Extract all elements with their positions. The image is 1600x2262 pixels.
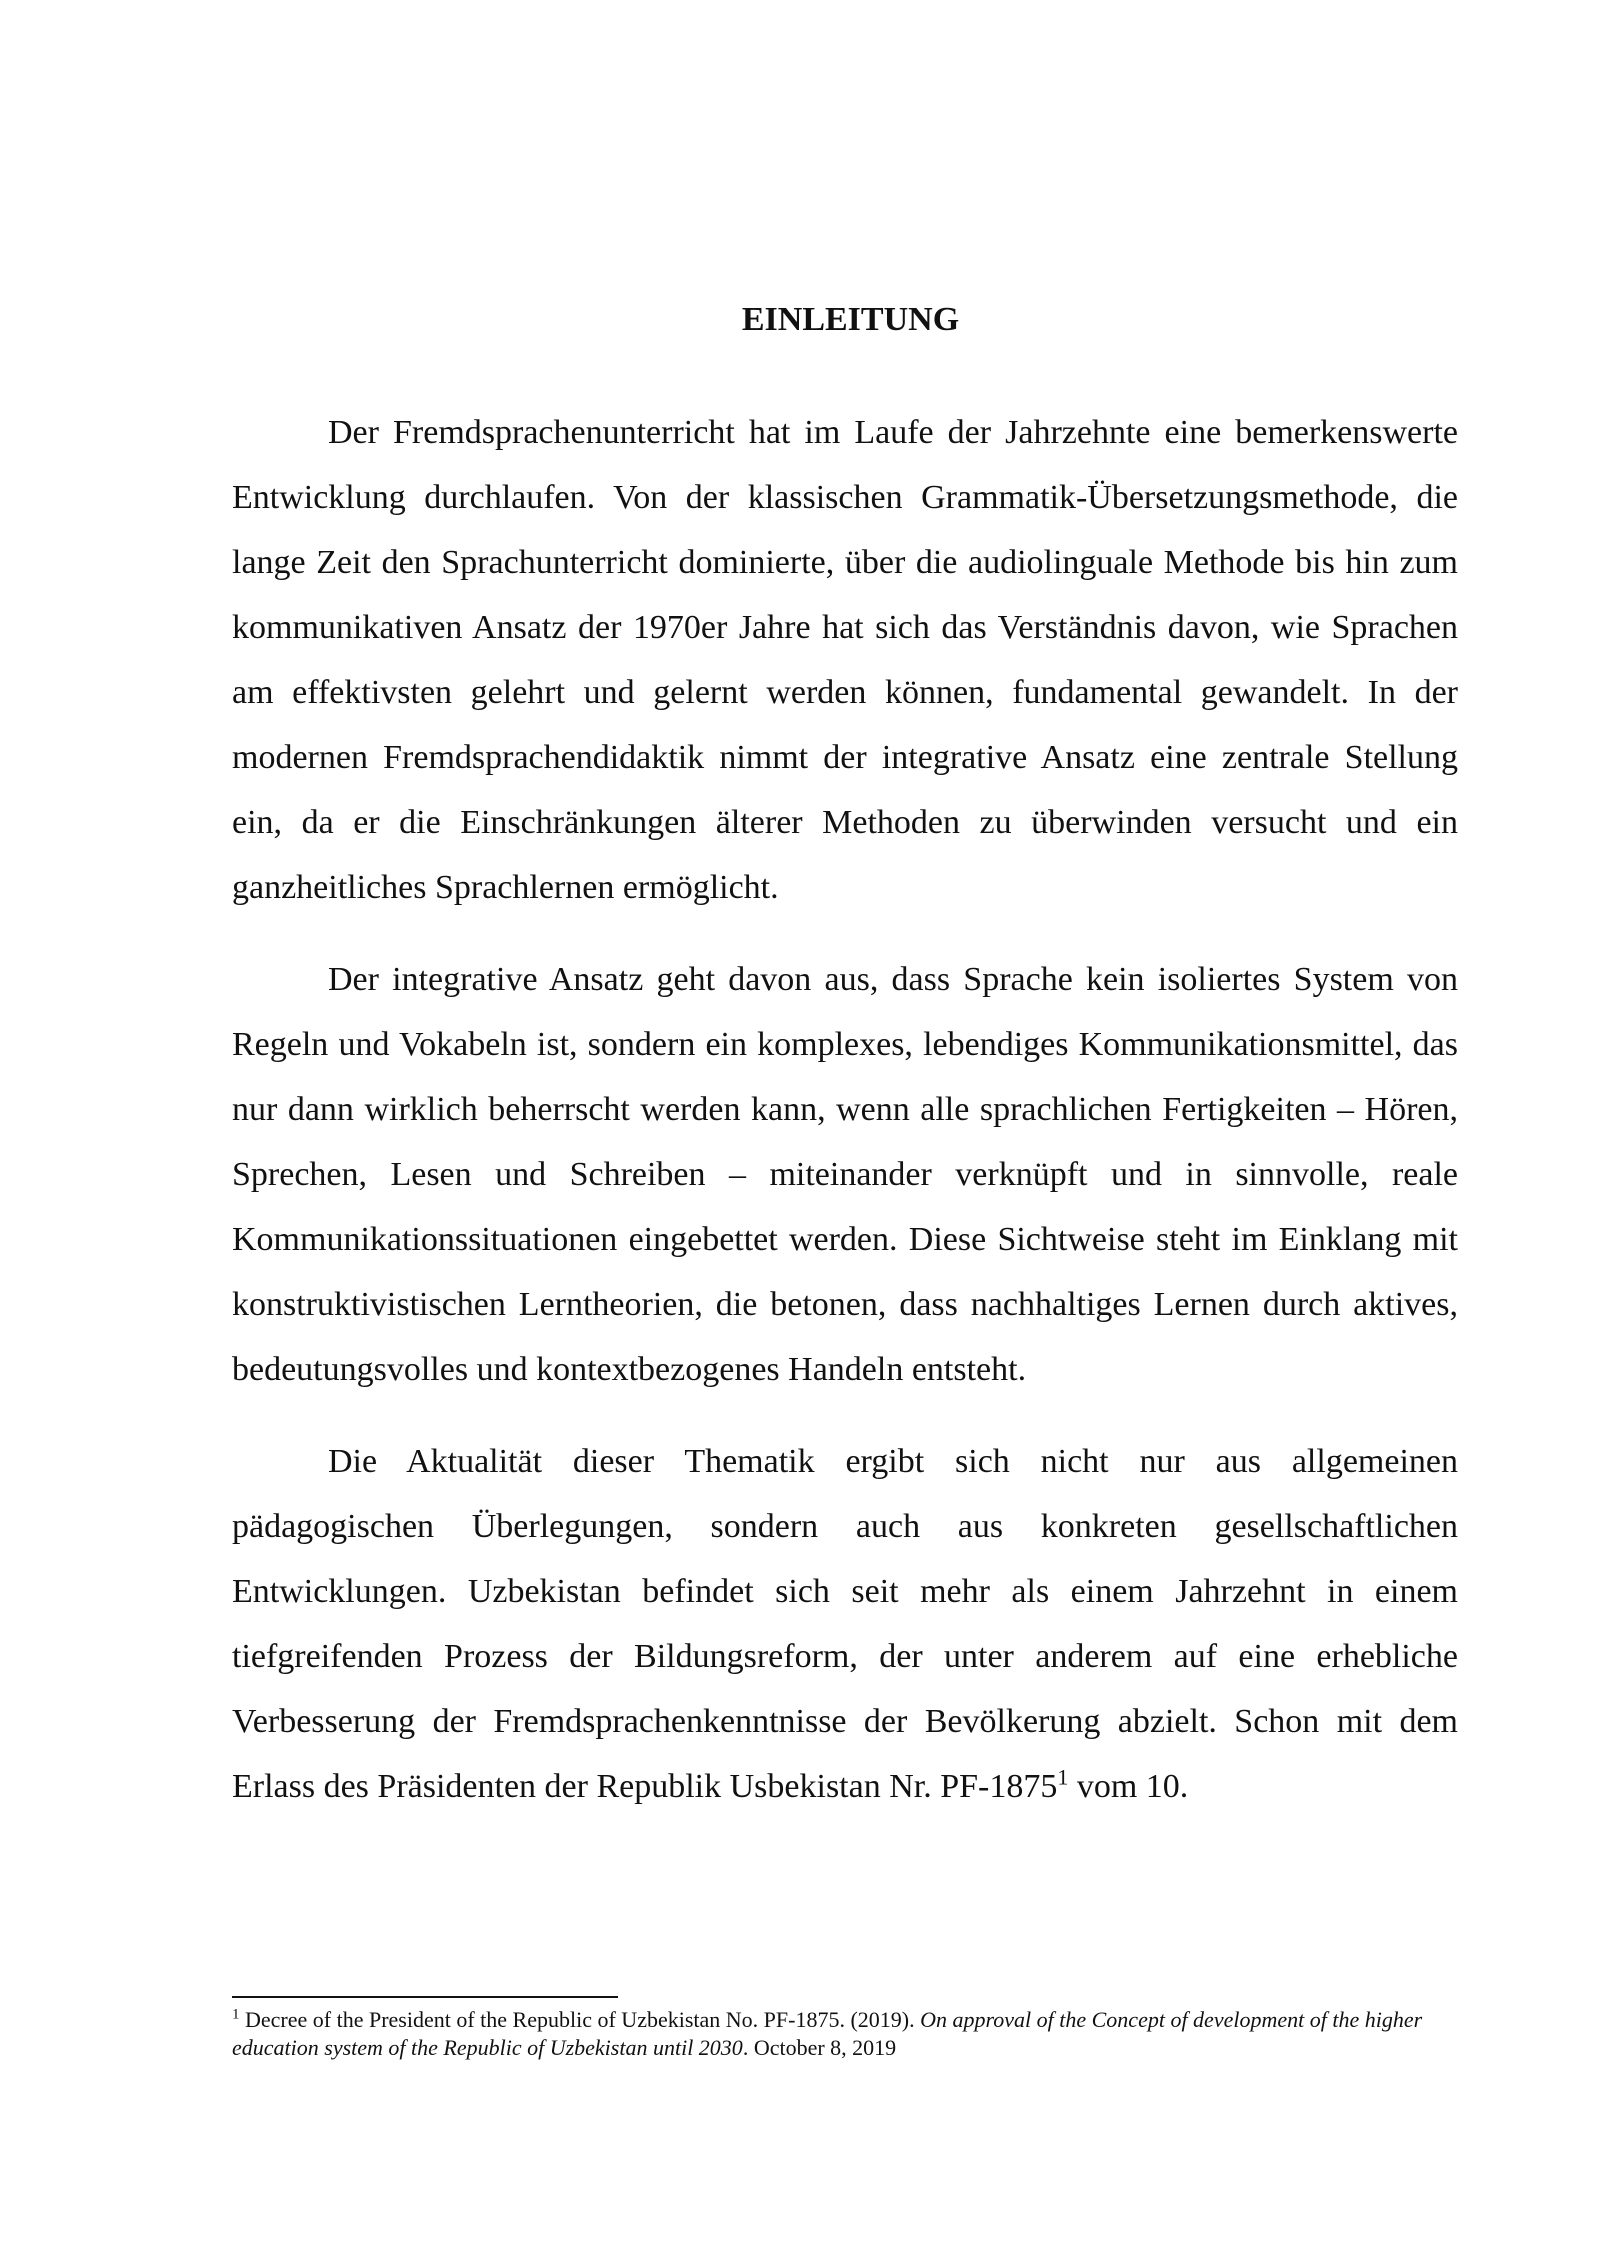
paragraph-2: Der integrative Ansatz geht davon aus, dass Sprache kein isoliertes System von Regeln und Vokabeln ist, sondern ein komplexes, lebendiges Kommunikationsmittel, das nur dann wirklich beherrscht werden kann, wenn alle sprachlichen Fertigkeiten – Hören, Sprechen, Lesen und Schreiben – miteinander verknüpft und in sinnvolle, reale Kommunikationssituationen eingebettet werden. Diese Sichtweise steht im Einklang mit konstruktivistischen Lerntheorien, die betonen, dass nachhaltiges Lernen durch aktives, bedeutungsvolles und kontextbezogenes Handeln entsteht.	[232, 961, 1458, 1388]
footnote-date: . October 8, 2019	[742, 2035, 897, 2060]
page-title: EINLEITUNG	[741, 301, 960, 338]
document-body	[232, 400, 1458, 1819]
footnote	[232, 2006, 1458, 2062]
footnote-reference[interactable]: 1	[1057, 1764, 1069, 1790]
paragraph-3-continuation: vom 10.	[1068, 1768, 1189, 1805]
footnote-marker: 1	[232, 2006, 240, 2023]
paragraph-1: Der Fremdsprachenunterricht hat im Laufe der Jahrzehnte eine bemerkenswerte Entwicklung durchlaufen. Von der klassischen Grammatik-Übersetzungsmethode, die lange Zeit den Sprachunterricht dominierte, über die audiolinguale Methode bis hin zum kommunikativen Ansatz der 1970er Jahre hat sich das Verständnis davon, wie Sprachen am effektivsten gelehrt und gelernt werden können, fundamental gewandelt. In der modernen Fremdsprachendidaktik nimmt der integrative Ansatz eine zentrale Stellung ein, da er die Einschränkungen älterer Methoden zu überwinden versucht und ein ganzheitliches Sprachlernen ermöglicht.	[232, 414, 1458, 906]
footnote-title: On approval of the Concept of development of the higher education system of the Republic of Uzbekistan until 2030	[232, 2007, 1423, 2060]
paragraph-3-text: Die Aktualität dieser Thematik ergibt sich nicht nur aus allgemeinen pädagogischen Überlegungen, sondern auch aus konkreten gesellschaftlichen Entwicklungen. Uzbekistan befindet sich seit mehr als einem Jahrzehnt in einem tiefgreifenden Prozess der Bildungsreform, der unter anderem auf eine erhebliche Verbesserung der Fremdsprachenkenntnisse der Bevölkerung abzielt. Schon mit dem Erlass des Präsidenten der Republik Usbekistan Nr. PF-1875	[232, 1443, 1458, 1805]
paragraph-3	[232, 1429, 1458, 1819]
footnote-separator	[232, 1996, 618, 1998]
footnote-citation: Decree of the President of the Republic of Uzbekistan No. PF-1875. (2019).	[239, 2007, 921, 2032]
